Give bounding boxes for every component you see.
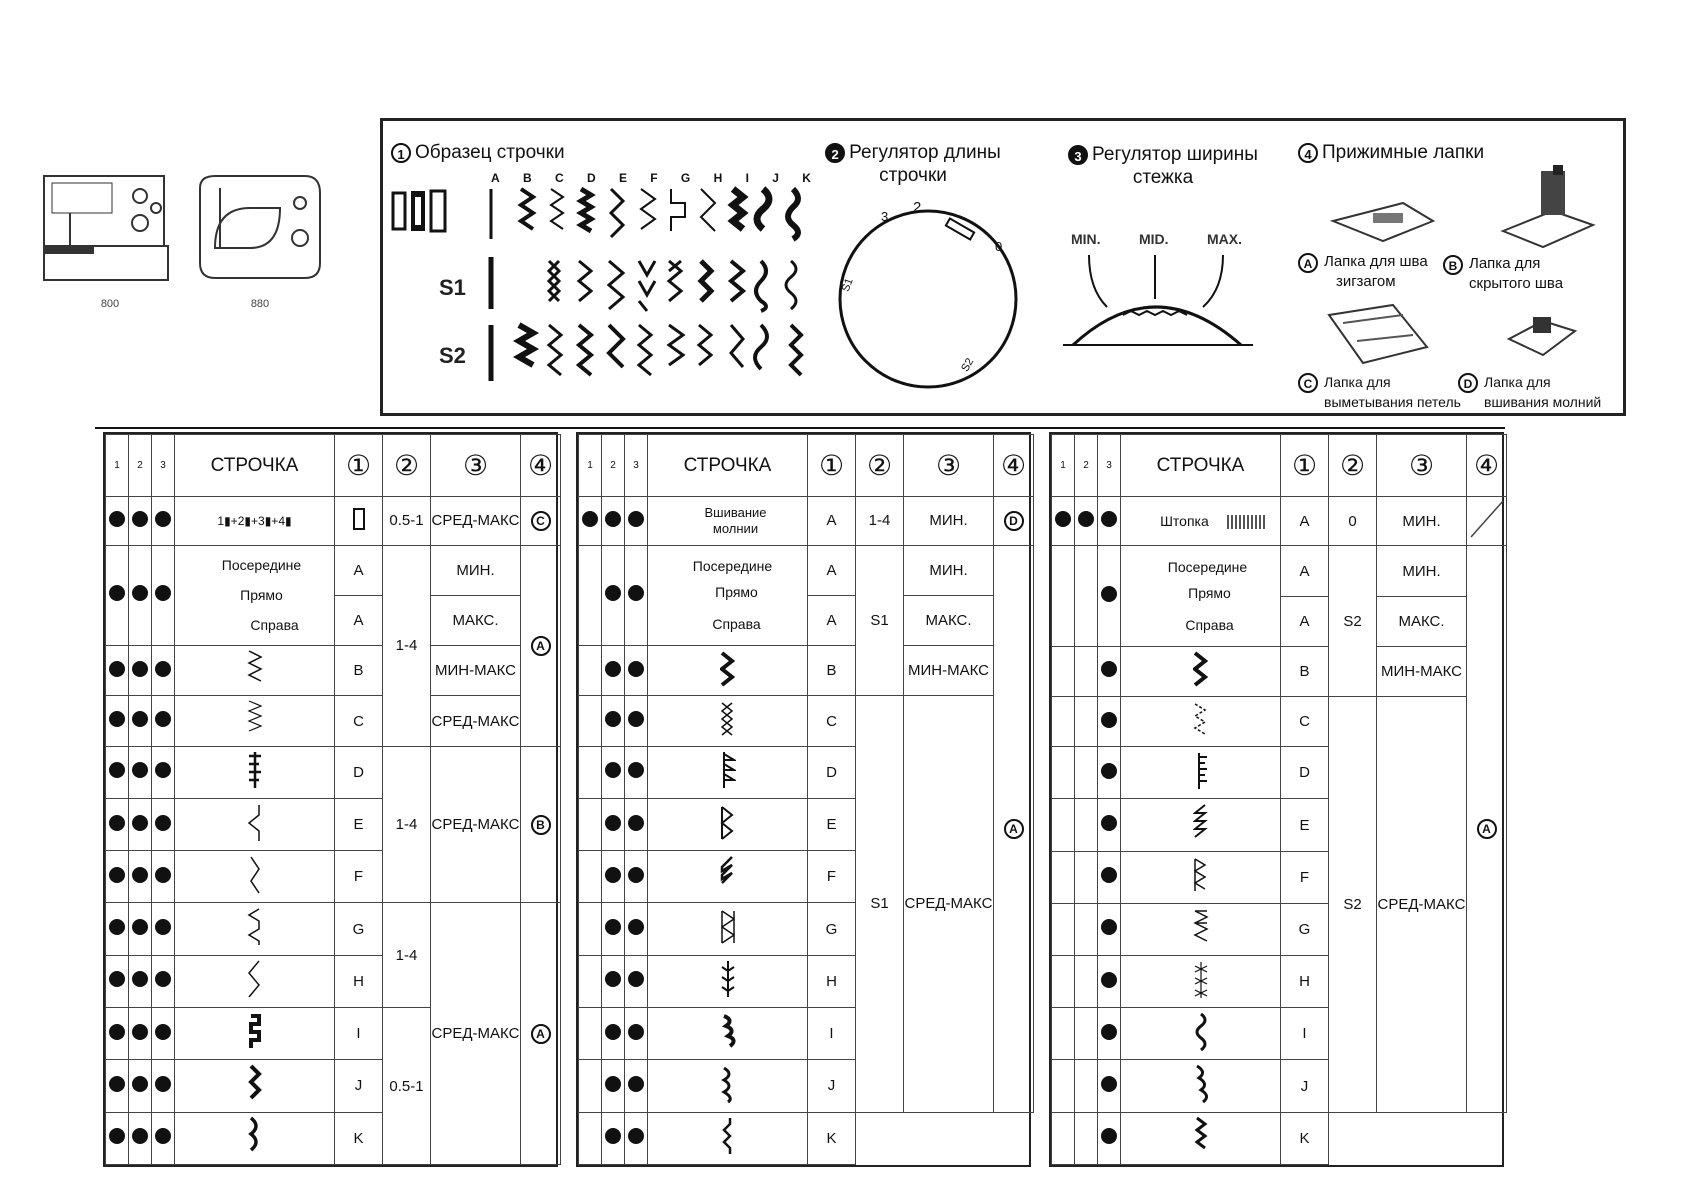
sewing-machine-800-icon <box>40 168 170 310</box>
stitch-h-icon <box>175 955 335 1007</box>
status-dot <box>605 1076 621 1092</box>
pattern-letter: J <box>808 1060 856 1112</box>
dial-mark-s2: S2 <box>959 356 977 374</box>
pattern-letter: A <box>1281 596 1329 646</box>
dial-mark-3: 3 <box>881 209 889 224</box>
status-dot <box>109 1024 125 1040</box>
status-dot <box>605 762 621 778</box>
foot-badge: A <box>1477 819 1497 839</box>
pattern-letter: K <box>808 1112 856 1164</box>
section-number: 1 <box>391 143 411 163</box>
needle-position-cell: Посередине Прямо Справа <box>175 545 335 646</box>
dial-mark-2: 2 <box>913 199 922 216</box>
foot-badge: B <box>531 815 551 835</box>
status-dot <box>605 919 621 935</box>
status-dot <box>132 711 148 727</box>
status-dot <box>155 1024 171 1040</box>
dial-mark-0: 0 <box>995 239 1003 254</box>
pattern-letter: F <box>808 851 856 903</box>
table-row: 1▮+2▮+3▮+4▮ 0.5-1 СРЕД-МАКС C <box>106 497 561 545</box>
foot-b-label: B Лапка для скрытого шва <box>1443 255 1563 293</box>
pattern-letter: J <box>1281 1060 1329 1112</box>
sewing-machine-880-icon <box>190 168 330 310</box>
status-dot <box>155 815 171 831</box>
blind-hem-foot-icon <box>1493 161 1603 251</box>
section-stitch-pattern-title: 1 Образец строчки <box>391 141 565 164</box>
foot-a-label: A Лапка для шва зигзагом <box>1298 253 1428 291</box>
pattern-letter: E <box>1281 799 1329 851</box>
status-dot <box>155 867 171 883</box>
stitch-zigzag-icon <box>175 646 335 696</box>
pattern-letter: E <box>808 798 856 850</box>
pattern-letter: F <box>335 851 383 903</box>
status-dot <box>1101 586 1117 602</box>
needle-position-cell: Посередине Прямо Справа <box>1121 546 1281 646</box>
status-dot <box>109 762 125 778</box>
status-dot <box>605 711 621 727</box>
status-dot <box>155 585 171 601</box>
pattern-letter: D <box>1281 747 1329 799</box>
status-dot <box>1101 972 1117 988</box>
status-dot <box>109 815 125 831</box>
status-dot <box>628 1128 644 1144</box>
width-gauge-icon <box>1063 249 1263 349</box>
stitch-k-icon <box>175 1112 335 1164</box>
status-dot <box>132 585 148 601</box>
section-number: 3 <box>1068 145 1088 165</box>
pattern-letter: D <box>335 746 383 798</box>
width-min-label: MIN. <box>1071 231 1101 247</box>
status-dot <box>132 815 148 831</box>
section-feet-title: 4 Прижимные лапки <box>1298 141 1484 164</box>
needle-position-cell: Посередине Прямо Справа <box>648 545 808 646</box>
status-dot <box>628 1076 644 1092</box>
table-row: Штопка A 0 МИН. <box>1052 497 1507 546</box>
pattern-letter: C <box>335 696 383 746</box>
status-dot <box>628 585 644 601</box>
status-dot <box>109 1076 125 1092</box>
status-dot <box>1055 511 1071 527</box>
foot-badge: A <box>531 636 551 656</box>
status-dot <box>109 971 125 987</box>
machine-label: 880 <box>250 298 270 310</box>
stitch-patterns-grid <box>483 185 823 385</box>
dial-mark-s1: S1 <box>839 276 856 294</box>
status-dot <box>605 661 621 677</box>
width-mid-label: MID. <box>1139 231 1169 247</box>
status-dot <box>132 971 148 987</box>
pattern-letter: H <box>335 955 383 1007</box>
status-dot <box>628 971 644 987</box>
divider-line <box>95 427 1505 429</box>
status-dot <box>155 762 171 778</box>
zigzag-foot-icon <box>1323 191 1443 251</box>
status-dot <box>155 661 171 677</box>
section-number: 4 <box>1298 143 1318 163</box>
stitch-g-icon <box>175 903 335 955</box>
length-dial-icon <box>828 189 1028 389</box>
pattern-letter: B <box>808 646 856 696</box>
width-max-label: MAX. <box>1207 231 1242 247</box>
buttonhole-steps: 1▮+2▮+3▮+4▮ <box>175 497 335 545</box>
pattern-letter: A <box>808 497 856 545</box>
status-dot <box>132 762 148 778</box>
status-dot <box>132 1076 148 1092</box>
pattern-letter: F <box>1281 851 1329 903</box>
status-dot <box>628 919 644 935</box>
status-dot <box>132 1128 148 1144</box>
status-dot <box>605 867 621 883</box>
buttonhole-foot-icon <box>1323 301 1433 371</box>
status-dot <box>109 919 125 935</box>
pattern-letter: G <box>1281 903 1329 955</box>
stitch-table-s1: 1 2 3 СТРОЧКА ① ② ③ ④ Вшивание молнии A 1-4 МИН. D Посередине Прямо Справа A S1 МИН. A A МАКС. B МИН-МАКС C S1 СРЕД-МАКС D E F G H I J K <box>576 432 1031 1167</box>
status-dot <box>1101 511 1117 527</box>
section-length-title: 2 Регулятор длины строчки <box>813 141 1013 187</box>
foot-c-label: C Лапка для выметывания петель <box>1298 373 1461 411</box>
pattern-letter: H <box>1281 956 1329 1008</box>
pattern-letter: I <box>808 1008 856 1060</box>
pattern-letter: C <box>1281 697 1329 747</box>
status-dot <box>628 815 644 831</box>
status-dot <box>109 711 125 727</box>
status-dot <box>1101 919 1117 935</box>
status-dot <box>109 585 125 601</box>
status-dot <box>1078 511 1094 527</box>
section-width-title: 3 Регулятор ширины стежка <box>1053 143 1273 189</box>
status-dot <box>1101 1128 1117 1144</box>
status-dot <box>605 511 621 527</box>
status-dot <box>132 1024 148 1040</box>
pattern-letters: A B C D E F G H I J K <box>491 171 811 185</box>
buttonhole-steps-icon <box>391 183 451 239</box>
status-dot <box>132 867 148 883</box>
pattern-letter: A <box>808 545 856 595</box>
pattern-letter: E <box>335 798 383 850</box>
status-dot <box>628 1024 644 1040</box>
pattern-letter: C <box>808 696 856 746</box>
pattern-letter: K <box>335 1112 383 1164</box>
machine-illustrations <box>40 168 340 310</box>
foot-badge: C <box>531 511 551 531</box>
zipper-cell: Вшивание молнии <box>648 497 808 545</box>
pattern-letter: D <box>808 746 856 798</box>
foot-badge: A <box>1004 819 1024 839</box>
status-dot <box>155 971 171 987</box>
status-dot <box>628 867 644 883</box>
pattern-letter: A <box>808 595 856 645</box>
status-dot <box>109 1128 125 1144</box>
status-dot <box>1101 661 1117 677</box>
darning-cell: Штопка <box>1121 497 1281 546</box>
status-dot <box>132 511 148 527</box>
stitch-j-icon <box>175 1060 335 1112</box>
status-dot <box>605 971 621 987</box>
pattern-letter: I <box>335 1008 383 1060</box>
stitch-multizigzag-icon <box>175 696 335 746</box>
machine-label: 800 <box>100 298 120 310</box>
pattern-letter: K <box>1281 1112 1329 1164</box>
status-dot <box>605 585 621 601</box>
pattern-letter: G <box>808 903 856 955</box>
status-dot <box>155 1076 171 1092</box>
status-dot <box>1101 1024 1117 1040</box>
stitch-table-main: 1 2 3 СТРОЧКА ① ② ③ ④ 1▮+2▮+3▮+4▮ 0.5-1 СРЕД-МАКС C Посередине Прямо Справа A 1-4 МИН. A A МАКС. B МИН-МАКС C СРЕД-МАКС D 1-4 СРЕД-МАКС B E F G 1-4 СРЕД-МАКС A H I 0.5-1 J K <box>103 432 558 1167</box>
status-dot <box>109 661 125 677</box>
status-dot <box>1101 1076 1117 1092</box>
pattern-letter: A <box>335 545 383 595</box>
status-dot <box>155 711 171 727</box>
settings-panel <box>380 118 1626 416</box>
foot-d-label: D Лапка для вшивания молний <box>1458 373 1601 411</box>
status-dot <box>628 511 644 527</box>
stitch-table-s2: 1 2 3 СТРОЧКА ① ② ③ ④ Штопка A 0 МИН. Посередине Прямо Справа A S2 МИН. A A МАКС. B МИН-МАКС C S2 СРЕД-МАКС D E F G H I J K <box>1049 432 1504 1167</box>
pattern-letter: I <box>1281 1008 1329 1060</box>
status-dot <box>605 1024 621 1040</box>
pattern-letter: J <box>335 1060 383 1112</box>
stitch-e-icon <box>175 798 335 850</box>
pattern-letter: G <box>335 903 383 955</box>
status-dot <box>628 762 644 778</box>
status-dot <box>109 867 125 883</box>
table-row: Посередине Прямо Справа A 1-4 МИН. A <box>106 545 561 595</box>
pattern-letter: B <box>1281 646 1329 696</box>
status-dot <box>628 661 644 677</box>
row-label-s2: S2 <box>439 343 466 368</box>
status-dot <box>1101 763 1117 779</box>
pattern-letter: A <box>1281 497 1329 546</box>
status-dot <box>582 511 598 527</box>
status-dot <box>155 511 171 527</box>
status-dot <box>628 711 644 727</box>
pattern-letter: A <box>335 595 383 645</box>
pattern-letter: B <box>335 646 383 696</box>
status-dot <box>109 511 125 527</box>
foot-badge: A <box>531 1024 551 1044</box>
col-stitch-header: СТРОЧКА <box>175 435 335 497</box>
status-dot <box>605 1128 621 1144</box>
status-dot <box>1101 712 1117 728</box>
status-dot <box>155 919 171 935</box>
status-dot <box>132 661 148 677</box>
foot-badge: D <box>1004 511 1024 531</box>
row-label-s1: S1 <box>439 275 466 300</box>
status-dot <box>132 919 148 935</box>
section-number: 2 <box>825 143 845 163</box>
status-dot <box>605 815 621 831</box>
pattern-letter: A <box>1281 546 1329 596</box>
stitch-i-icon <box>175 1008 335 1060</box>
status-dot <box>1101 815 1117 831</box>
status-dot <box>155 1128 171 1144</box>
stitch-d-icon <box>175 746 335 798</box>
pattern-letter: H <box>808 955 856 1007</box>
zipper-foot-icon <box>1503 311 1583 361</box>
stitch-f-icon <box>175 851 335 903</box>
table-row: Вшивание молнии A 1-4 МИН. D <box>579 497 1034 545</box>
status-dot <box>1101 867 1117 883</box>
